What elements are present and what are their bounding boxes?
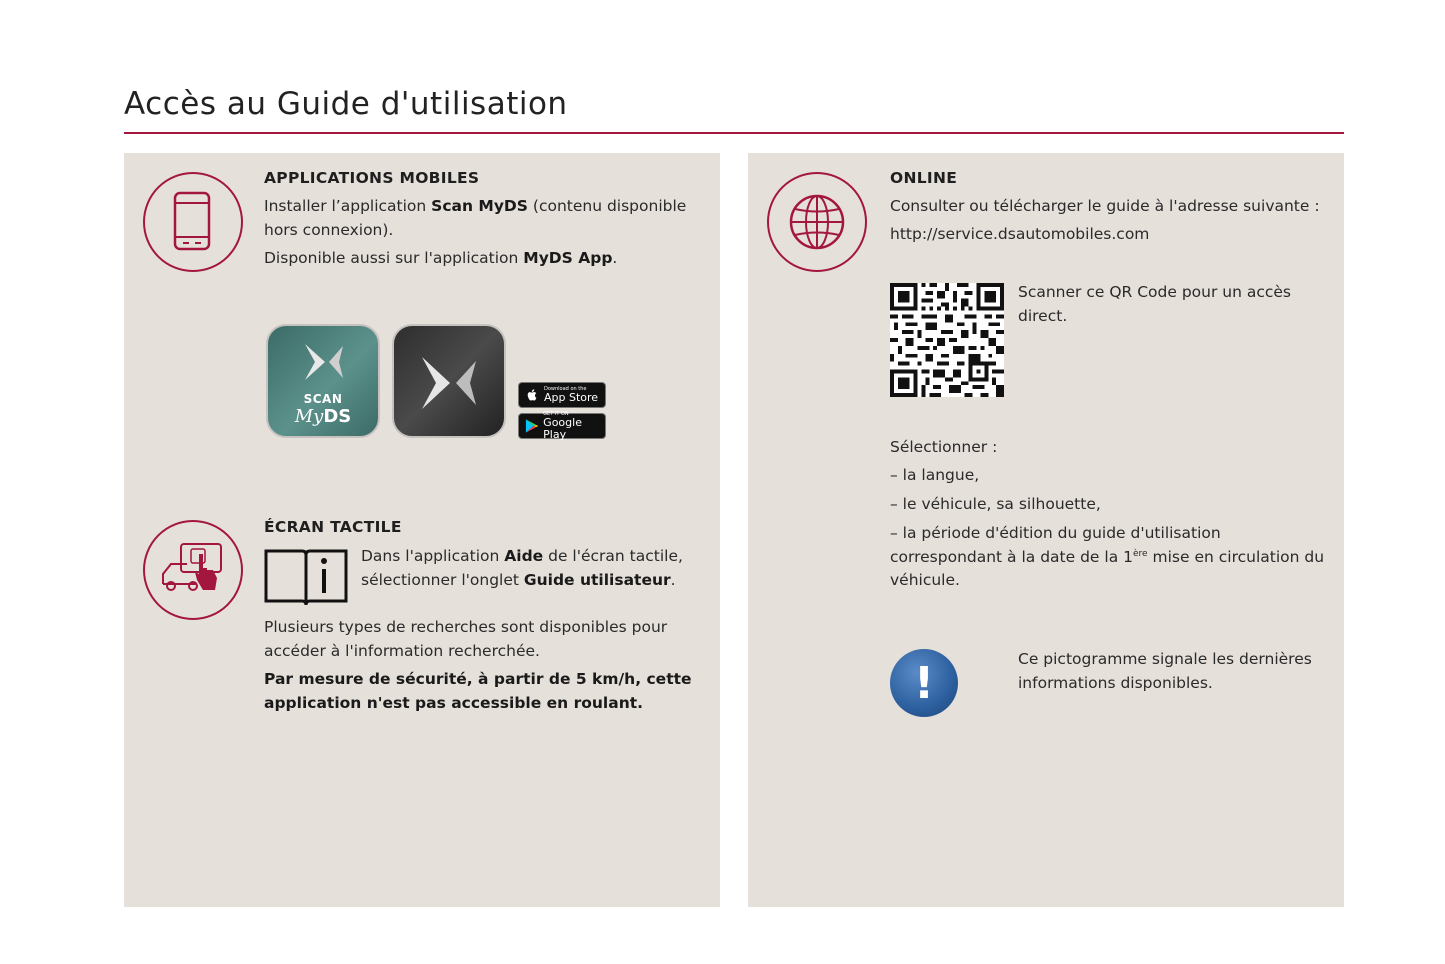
google-play-icon: [524, 418, 539, 434]
exclamation-icon: !: [890, 649, 958, 717]
app-store-badge[interactable]: Download on the App Store: [518, 382, 606, 408]
myds-label: MyDS: [294, 406, 352, 427]
install-instruction: Installer l’application Scan MyDS (contenu disponible hors connexion).: [264, 197, 687, 239]
scan-label: SCAN: [303, 392, 343, 406]
touchscreen-car-icon: [143, 520, 243, 620]
qr-code[interactable]: [890, 283, 1004, 397]
scan-myds-app-icon[interactable]: [266, 324, 380, 438]
online-instruction: Consulter ou télécharger le guide à l'adresse suivante :: [890, 197, 1320, 215]
select-title: Sélectionner :: [890, 438, 998, 456]
apple-icon: [524, 387, 540, 403]
info-book-icon: [264, 547, 348, 613]
search-types-text: Plusieurs types de recherches sont disponibles pour accéder à l'information recherchée.: [264, 618, 668, 660]
guide-url-link[interactable]: http://service.dsautomobiles.com: [890, 225, 1150, 243]
mobile-apps-heading: APPLICATIONS MOBILES: [264, 169, 480, 187]
myds-app-icon[interactable]: [392, 324, 506, 438]
myds-app-note: Disponible aussi sur l'application MyDS App.: [264, 249, 618, 267]
touchscreen-heading: ÉCRAN TACTILE: [264, 518, 402, 536]
title-divider: [124, 132, 1344, 134]
ds-logo-icon: [416, 351, 482, 415]
select-item-edition-period: – la période d'édition du guide d'utilisation correspondant à la date de la 1ère mise en circulation du véhicule.: [890, 524, 1325, 589]
page-title: Accès au Guide d'utilisation: [124, 86, 568, 122]
smartphone-icon: [143, 172, 243, 272]
select-item-language: – la langue,: [890, 466, 980, 484]
google-play-badge[interactable]: GET IT ON Google Play: [518, 413, 606, 439]
touchscreen-instruction: Dans l'application Aide de l'écran tactile, sélectionner l'onglet Guide utilisateur.: [361, 547, 683, 589]
select-item-vehicle: – le véhicule, sa silhouette,: [890, 495, 1101, 513]
safety-warning: Par mesure de sécurité, à partir de 5 km/h, cette application n'est pas accessible en roulant.: [264, 670, 692, 712]
online-panel: [748, 153, 1344, 907]
globe-icon: [767, 172, 867, 272]
mobile-touch-panel: [124, 153, 720, 907]
info-pictogram-text: Ce pictogramme signale les dernières informations disponibles.: [1018, 650, 1312, 692]
online-heading: ONLINE: [890, 169, 958, 187]
ds-logo-icon: [299, 338, 349, 388]
qr-code-caption: Scanner ce QR Code pour un accès direct.: [1018, 283, 1292, 325]
